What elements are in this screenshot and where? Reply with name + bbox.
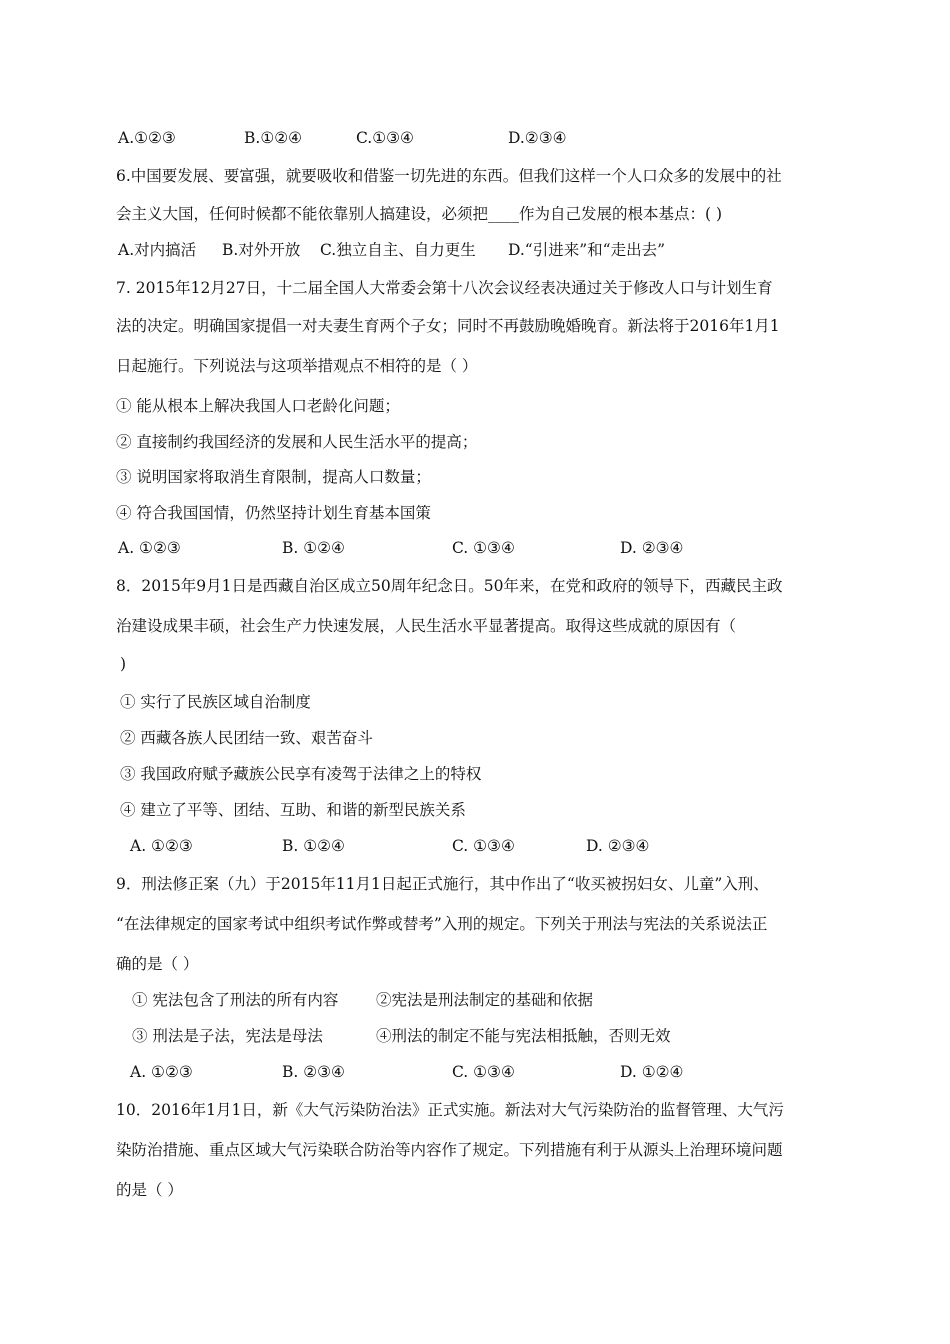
q7-option-a: A. ①②③	[118, 539, 181, 557]
q10-stem-line-2: 染防治措施、重点区域大气污染联合防治等内容作了规定。下列措施有利于从源头上治理环境问题	[116, 1141, 783, 1159]
q6-option-c: C.独立自主、自力更生	[320, 241, 476, 259]
q7-option-c: C. ①③④	[452, 539, 515, 557]
q7-stem-line-3: 日起施行。下列说法与这项举措观点不相符的是（ ）	[116, 357, 478, 375]
q8-stem-line-2: 治建设成果丰硕，社会生产力快速发展，人民生活水平显著提高。取得这些成就的原因有（	[116, 617, 737, 635]
q7-option-d: D. ②③④	[620, 539, 684, 557]
q7-statement-1: ① 能从根本上解决我国人口老龄化问题；	[116, 397, 400, 415]
q9-option-c: C. ①③④	[452, 1063, 515, 1081]
q8-statement-1: ① 实行了民族区域自治制度	[120, 693, 311, 711]
q8-stem-line-1: 8．2015年9月1日是西藏自治区成立50周年纪念日。50年来，在党和政府的领导下，西藏民主政	[116, 577, 783, 595]
q7-stem-line-1: 7. 2015年12月27日，十二届全国人大常委会第十八次会议经表决通过关于修改人口与计划生育	[116, 279, 773, 297]
q6-stem-line-1: 6.中国要发展、要富强，就要吸收和借鉴一切先进的东西。但我们这样一个人口众多的发展中的社	[116, 167, 782, 185]
q5-option-d: D.②③④	[508, 129, 567, 147]
q9-option-a: A. ①②③	[130, 1063, 193, 1081]
q9-option-d: D. ①②④	[620, 1063, 684, 1081]
q9-stem-line-2: “在法律规定的国家考试中组织考试作弊或替考”入刑的规定。下列关于刑法与宪法的关系说法正	[116, 915, 768, 933]
q7-statement-2: ② 直接制约我国经济的发展和人民生活水平的提高；	[116, 433, 478, 451]
q6-option-a: A.对内搞活	[118, 241, 197, 259]
q8-statement-3: ③ 我国政府赋予藏族公民享有凌驾于法律之上的特权	[120, 765, 482, 783]
q5-option-a: A.①②③	[118, 129, 176, 147]
q8-statement-4: ④ 建立了平等、团结、互助、和谐的新型民族关系	[120, 801, 466, 819]
q7-statement-3: ③ 说明国家将取消生育限制，提高人口数量；	[116, 468, 431, 486]
q10-stem-line-1: 10．2016年1月1日，新《大气污染防治法》正式实施。新法对大气污染防治的监督管理、大气污	[116, 1101, 784, 1119]
q5-option-b: B.①②④	[244, 129, 303, 147]
q7-statement-4: ④ 符合我国国情，仍然坚持计划生育基本国策	[116, 504, 431, 522]
q9-stem-line-1: 9．刑法修正案（九）于2015年11月1日起正式施行，其中作出了“收买被拐妇女、儿童”入刑、	[116, 875, 769, 893]
q9-option-b: B. ②③④	[282, 1063, 345, 1081]
q8-statement-2: ② 西藏各族人民团结一致、艰苦奋斗	[120, 729, 373, 747]
q8-option-d: D. ②③④	[586, 837, 650, 855]
q8-option-c: C. ①③④	[452, 837, 515, 855]
q7-stem-line-2: 法的决定。明确国家提倡一对夫妻生育两个子女；同时不再鼓励晚婚晚育。新法将于2016年1月1	[116, 317, 780, 335]
q8-option-a: A. ①②③	[130, 837, 193, 855]
q6-option-b: B.对外开放	[222, 241, 301, 259]
q9-statement-2: ②宪法是刑法制定的基础和依据	[376, 991, 594, 1009]
q10-stem-line-3: 的是（ ）	[116, 1181, 183, 1199]
q6-stem-line-2: 会主义大国，任何时候都不能依靠别人搞建设，必须把____作为自己发展的根本基点：( )	[116, 205, 723, 223]
q8-stem-line-3: )	[120, 655, 127, 673]
q9-stem-line-3: 确的是（ ）	[116, 955, 199, 973]
q9-statement-1: ① 宪法包含了刑法的所有内容	[132, 991, 339, 1009]
q6-option-d: D.“引进来”和“走出去”	[508, 241, 665, 259]
q7-option-b: B. ①②④	[282, 539, 345, 557]
q8-option-b: B. ①②④	[282, 837, 345, 855]
q9-statement-4: ④刑法的制定不能与宪法相抵触，否则无效	[376, 1027, 671, 1045]
q9-statement-3: ③ 刑法是子法，宪法是母法	[132, 1027, 323, 1045]
q5-option-c: C.①③④	[356, 129, 414, 147]
